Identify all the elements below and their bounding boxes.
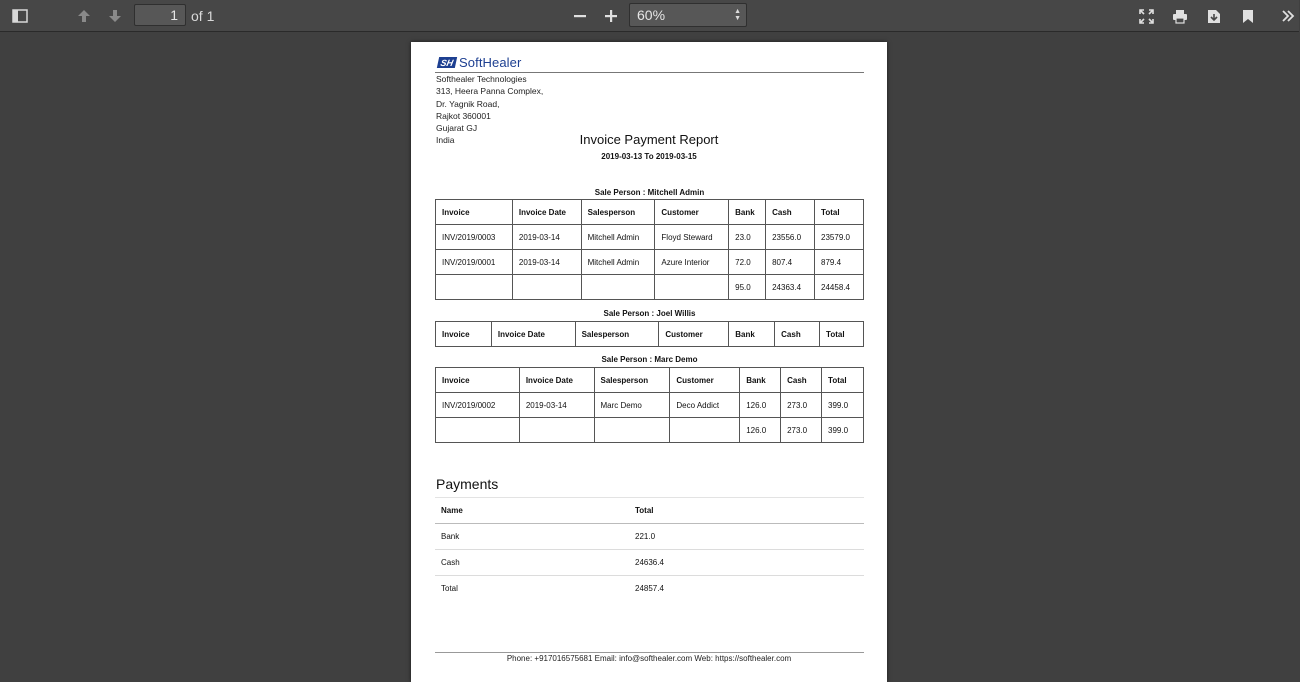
table-cell: INV/2019/0003 — [436, 225, 513, 250]
table-cell: 2019-03-14 — [512, 250, 581, 275]
report-title: Invoice Payment Report — [579, 132, 719, 147]
table-cell — [519, 418, 594, 443]
table-cell — [655, 275, 729, 300]
column-header: Bank — [740, 368, 781, 393]
download-icon[interactable] — [1202, 4, 1226, 28]
column-header: Customer — [655, 200, 729, 225]
table-cell: Marc Demo — [594, 393, 670, 418]
page-number-input[interactable] — [134, 4, 186, 26]
table-cell: 24636.4 — [629, 550, 864, 576]
column-header: Invoice Date — [491, 322, 575, 347]
column-header: Salesperson — [594, 368, 670, 393]
table-cell — [594, 418, 670, 443]
footer-divider — [435, 652, 864, 653]
table-cell: Total — [435, 576, 629, 602]
table-cell: 273.0 — [781, 393, 822, 418]
table-cell — [581, 275, 655, 300]
table-cell — [512, 275, 581, 300]
table-header-row — [436, 368, 864, 393]
zoom-value: 60% — [637, 7, 666, 23]
table-cell: Azure Interior — [655, 250, 729, 275]
table-cell: INV/2019/0002 — [436, 393, 520, 418]
salesperson-heading: Sale Person : Mitchell Admin — [594, 188, 705, 197]
table-cell: 2019-03-14 — [519, 393, 594, 418]
address-line: Softhealer Technologies — [436, 74, 527, 84]
table-cell: 2019-03-14 — [512, 225, 581, 250]
column-header: Name — [435, 498, 629, 524]
column-header: Salesperson — [581, 200, 655, 225]
table-cell: 72.0 — [729, 250, 766, 275]
zoom-select[interactable] — [629, 3, 747, 27]
page-count-label: of 1 — [191, 8, 215, 24]
salesperson-heading: Sale Person : Joel Willis — [603, 309, 696, 318]
column-header: Invoice — [436, 322, 492, 347]
table-cell: Mitchell Admin — [581, 250, 655, 275]
column-header: Bank — [729, 322, 775, 347]
payments-table — [435, 497, 864, 601]
table-row — [436, 250, 864, 275]
table-cell: 807.4 — [766, 250, 815, 275]
total-cell: 95.0 — [729, 275, 766, 300]
table-cell: Floyd Steward — [655, 225, 729, 250]
table-cell — [670, 418, 740, 443]
table-cell — [436, 275, 513, 300]
table-cell: 24857.4 — [629, 576, 864, 602]
table-cell — [436, 418, 520, 443]
total-cell: 273.0 — [781, 418, 822, 443]
double-chevron-right-icon[interactable] — [1276, 4, 1300, 28]
table-row — [435, 550, 864, 576]
invoice-table — [435, 367, 864, 443]
column-header: Total — [820, 322, 864, 347]
payments-heading: Payments — [436, 476, 499, 492]
column-header: Salesperson — [575, 322, 659, 347]
sidebar-toggle-icon[interactable] — [8, 4, 32, 28]
table-cell: Bank — [435, 524, 629, 550]
total-cell: 399.0 — [822, 418, 864, 443]
table-cell: 879.4 — [815, 250, 864, 275]
document-viewer[interactable] — [0, 32, 1299, 663]
select-arrows-icon: ▲ ▼ — [734, 8, 741, 22]
total-cell: 24458.4 — [815, 275, 864, 300]
table-cell: 221.0 — [629, 524, 864, 550]
total-cell: 24363.4 — [766, 275, 815, 300]
logo-text: SoftHealer — [459, 54, 522, 70]
fullscreen-icon[interactable] — [1134, 4, 1158, 28]
salesperson-heading: Sale Person : Marc Demo — [601, 355, 698, 364]
table-row — [435, 576, 864, 602]
column-header: Invoice — [436, 368, 520, 393]
table-row — [436, 225, 864, 250]
table-cell: 23579.0 — [815, 225, 864, 250]
address-line: Dr. Yagnik Road, — [436, 98, 500, 109]
address-line: Gujarat GJ — [436, 123, 478, 134]
address-line: India — [436, 135, 455, 146]
table-header-row — [436, 322, 864, 347]
table-cell: Deco Addict — [670, 393, 740, 418]
footer-contact: Phone: +917016575681 Email: info@softhealer.com Web: https://softhealer.com — [506, 654, 792, 663]
table-cell: Mitchell Admin — [581, 225, 655, 250]
pdf-toolbar — [0, 0, 1299, 32]
plus-icon[interactable] — [599, 4, 623, 28]
table-cell: 126.0 — [740, 393, 781, 418]
table-header-row — [435, 498, 864, 524]
company-logo — [438, 54, 521, 70]
column-header: Invoice Date — [519, 368, 594, 393]
column-header: Bank — [729, 200, 766, 225]
table-cell: Cash — [435, 550, 629, 576]
pdf-page — [411, 42, 887, 682]
invoice-table — [435, 199, 864, 300]
table-header-row — [436, 200, 864, 225]
total-cell: 126.0 — [740, 418, 781, 443]
minus-icon[interactable] — [568, 4, 592, 28]
column-header: Invoice — [436, 200, 513, 225]
table-row — [435, 524, 864, 550]
arrow-down-icon[interactable] — [103, 4, 127, 28]
table-row — [436, 393, 864, 418]
table-total-row — [436, 418, 864, 443]
table-total-row — [436, 275, 864, 300]
print-icon[interactable] — [1168, 4, 1192, 28]
table-cell: 23.0 — [729, 225, 766, 250]
column-header: Customer — [659, 322, 729, 347]
table-cell: INV/2019/0001 — [436, 250, 513, 275]
address-line: Rajkot 360001 — [436, 110, 491, 121]
table-cell: 23556.0 — [766, 225, 815, 250]
bookmark-icon[interactable] — [1236, 4, 1260, 28]
arrow-up-icon[interactable] — [72, 4, 96, 28]
column-header: Customer — [670, 368, 740, 393]
invoice-table — [435, 321, 864, 347]
table-cell: 399.0 — [822, 393, 864, 418]
column-header: Total — [629, 498, 864, 524]
column-header: Total — [822, 368, 864, 393]
column-header: Cash — [766, 200, 815, 225]
report-date-range: 2019-03-13 To 2019-03-15 — [601, 152, 697, 161]
column-header: Invoice Date — [512, 200, 581, 225]
column-header: Total — [815, 200, 864, 225]
address-line: 313, Heera Panna Complex, — [436, 86, 544, 97]
column-header: Cash — [781, 368, 822, 393]
logo-mark: SH — [437, 57, 457, 68]
column-header: Cash — [775, 322, 820, 347]
